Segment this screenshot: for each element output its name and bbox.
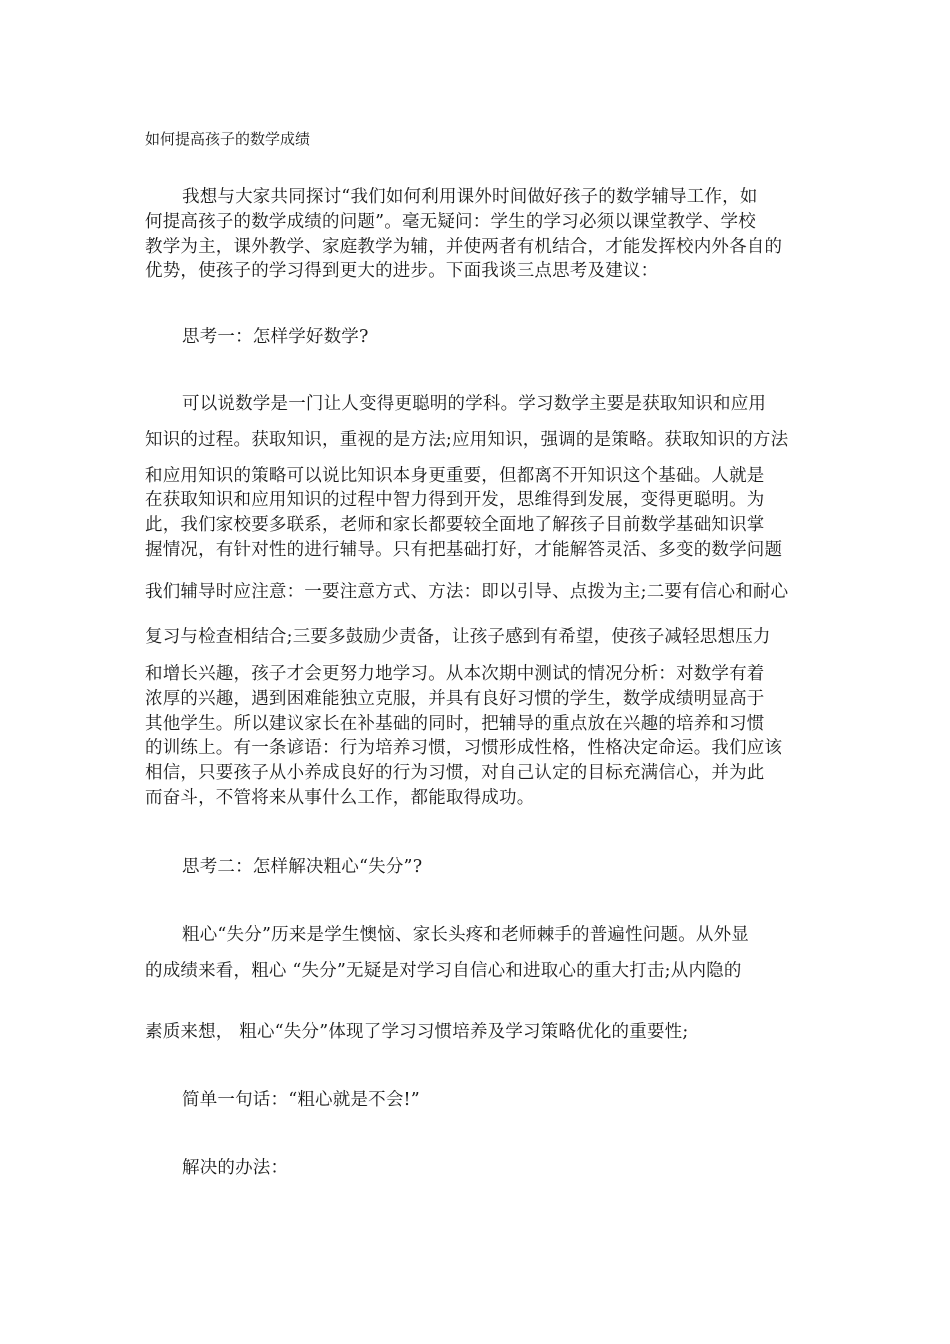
paragraph-line: 我们辅导时应注意：一要注意方式、方法：即以引导、点拨为主;二要有信心和耐心 [145, 582, 789, 602]
paragraph-line: 而奋斗，不管将来从事什么工作，都能取得成功。 [145, 788, 535, 808]
paragraph-line: 此，我们家校要多联系，老师和家长都要较全面地了解孩子目前数学基础知识掌 [145, 515, 765, 535]
paragraph-line: 在获取知识和应用知识的过程中智力得到开发，思维得到发展，变得更聪明。为 [145, 490, 765, 510]
section-heading: 思考一：怎样学好数学? [182, 327, 369, 347]
paragraph-line: 的训练上。有一条谚语：行为培养习惯，习惯形成性格，性格决定命运。我们应该 [145, 738, 783, 758]
document-title: 如何提高孩子的数学成绩 [145, 130, 311, 148]
paragraph-line: 粗心“失分”历来是学生懊恼、家长头疼和老师棘手的普遍性问题。从外显 [182, 925, 749, 945]
paragraph-line: 的成绩来看，粗心 “失分”无疑是对学习自信心和进取心的重大打击;从内隐的 [145, 961, 742, 981]
paragraph-line: 其他学生。所以建议家长在补基础的同时，把辅导的重点放在兴趣的培养和习惯 [145, 714, 765, 734]
paragraph-line: 解决的办法： [182, 1158, 289, 1178]
paragraph-line: 浓厚的兴趣，遇到困难能独立克服，并具有良好习惯的学生，数学成绩明显高于 [145, 689, 765, 709]
paragraph-line: 简单一句话：“粗心就是不会!” [182, 1090, 420, 1110]
paragraph-line: 复习与检查相结合;三要多鼓励少责备，让孩子感到有希望，使孩子减轻思想压力 [145, 627, 771, 647]
section-heading: 思考二：怎样解决粗心“失分”? [182, 857, 423, 877]
paragraph-line: 知识的过程。获取知识，重视的是方法;应用知识，强调的是策略。获取知识的方法 [145, 430, 789, 450]
paragraph-line: 教学为主，课外教学、家庭教学为辅，并使两者有机结合，才能发挥校内外各自的 [145, 237, 783, 257]
paragraph-line: 和增长兴趣，孩子才会更努力地学习。从本次期中测试的情况分析：对数学有着 [145, 664, 765, 684]
paragraph-line: 相信，只要孩子从小养成良好的行为习惯，对自己认定的目标充满信心，并为此 [145, 763, 765, 783]
paragraph-line: 优势，使孩子的学习得到更大的进步。下面我谈三点思考及建议： [145, 261, 659, 281]
paragraph-line: 我想与大家共同探讨“我们如何利用课外时间做好孩子的数学辅导工作，如 [182, 187, 758, 207]
paragraph-line: 和应用知识的策略可以说比知识本身更重要，但都离不开知识这个基础。人就是 [145, 466, 765, 486]
paragraph-line: 素质来想， 粗心“失分”体现了学习习惯培养及学习策略优化的重要性; [145, 1022, 689, 1042]
paragraph-line: 可以说数学是一门让人变得更聪明的学科。学习数学主要是获取知识和应用 [182, 394, 767, 414]
paragraph-line: 何提高孩子的数学成绩的问题”。毫无疑问：学生的学习必须以课堂教学、学校 [145, 212, 756, 232]
paragraph-line: 握情况，有针对性的进行辅导。只有把基础打好，才能解答灵活、多变的数学问题 [145, 540, 783, 560]
